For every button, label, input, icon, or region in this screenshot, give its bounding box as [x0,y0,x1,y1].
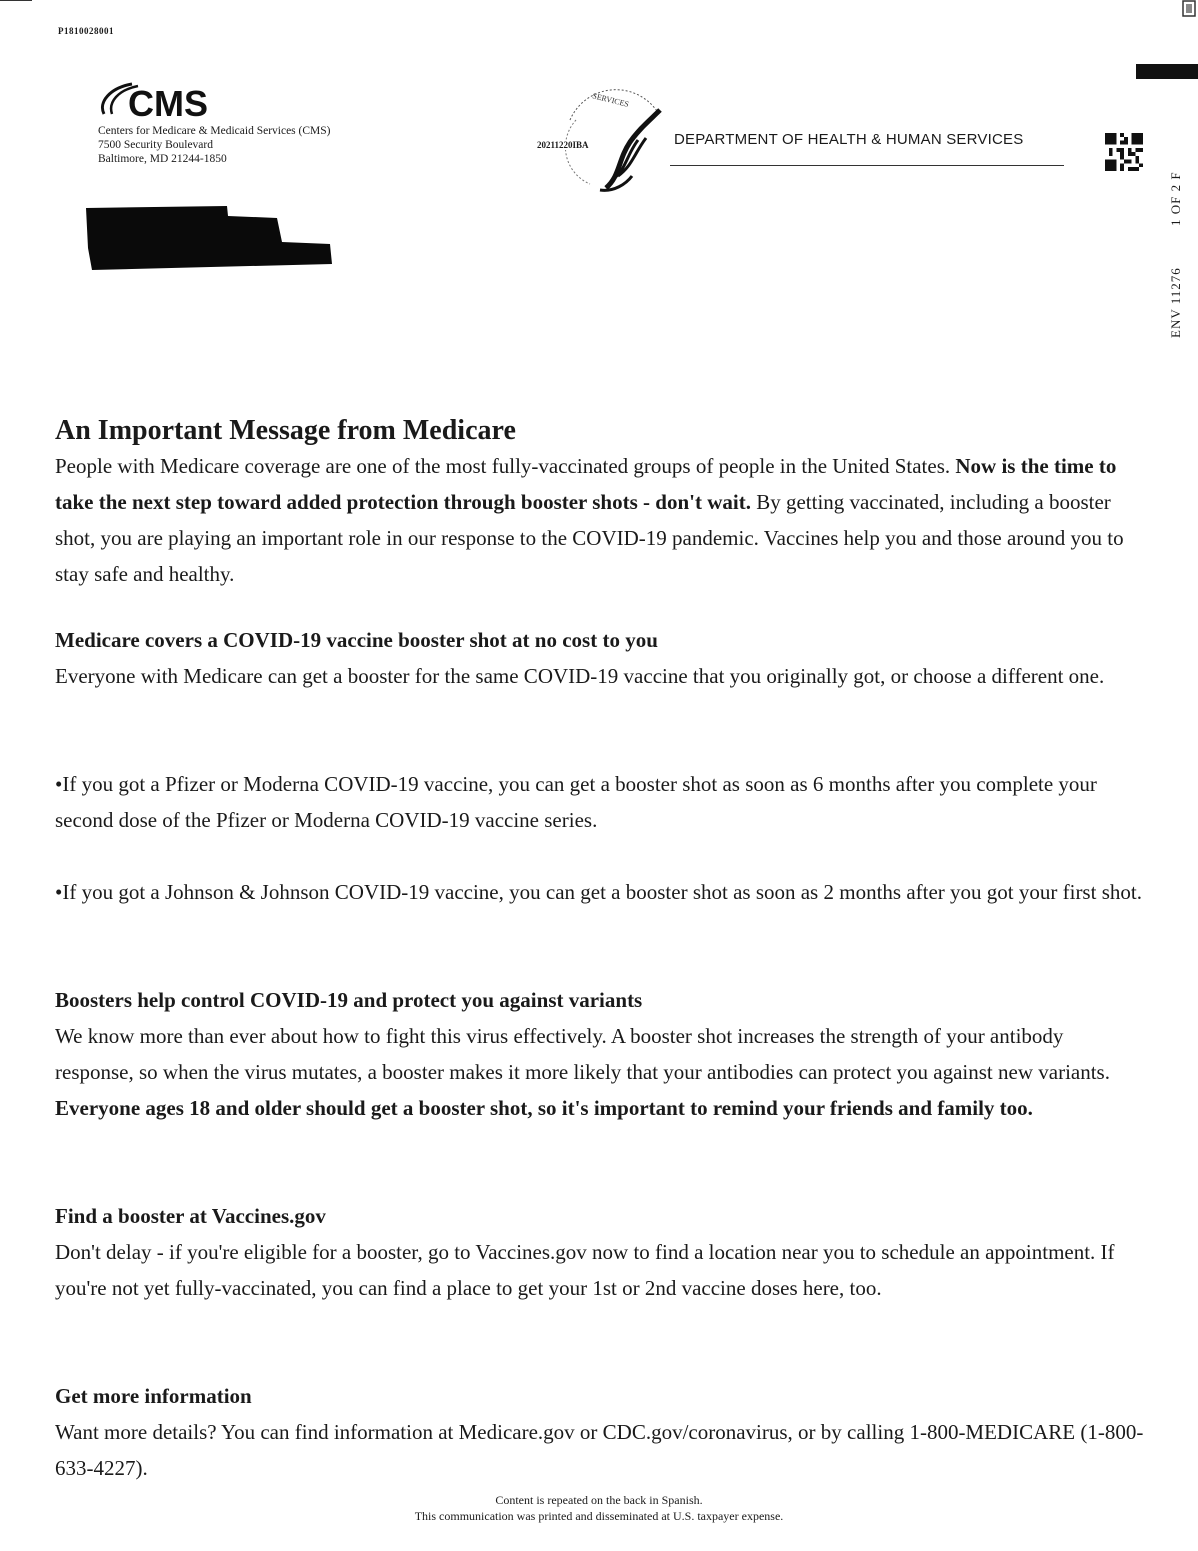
bullet-text: •If you got a Johnson & Johnson COVID-19 vaccine, you can get a booster shot as soon as 2 months after you got your first shot. [55,880,1142,904]
letter-intro [55,414,1145,592]
footer-line-2: This communication was printed and disseminated at U.S. taxpayer expense. [414,1509,784,1523]
address-line-3: Baltimore, MD 21244-1850 [98,153,227,165]
document-code: P1810028001 [58,26,114,36]
section-text: We know more than ever about how to fight this virus effectively. A booster shot increases the strength of your antibody response, so when the virus mutates, a booster makes it more likely that your antibodies can protect you against new variants. Everyone ages 18 and older should get a booster shot, so it's important to remind your friends and family too. [55,1024,1110,1120]
side-envelope-code: ENV 11276 [1168,267,1183,338]
side-page-marker: 1 OF 2 F [1168,171,1183,226]
section-variants [55,982,1145,1126]
address-line-2: 7500 Security Boulevard [98,139,213,151]
section-bold-text: Everyone ages 18 and older should get a booster shot, so it's important to remind your friends and family too. [55,1096,1033,1120]
header-rule [670,165,1064,166]
section-more-info [55,1378,1145,1486]
intro-bold-text: Now is the time to take the next step toward added protection through booster shots - don't wait. [55,454,1117,514]
footer-notice [0,1492,1198,1524]
redaction-block [82,198,334,273]
section-text: Everyone with Medicare can get a booster for the same COVID-19 vaccine that you originally got, or choose a different one. [55,664,1105,688]
barcode-icon [1104,133,1144,171]
section-heading: Find a booster at Vaccines.gov [55,1204,326,1228]
bullet-johnson [55,874,1145,910]
section-heading: Boosters help control COVID-19 and protect you against variants [55,988,643,1012]
bullet-pfizer-moderna [55,766,1145,838]
top-edge-rule [0,0,32,1]
bullet-text: •If you got a Pfizer or Moderna COVID-19 vaccine, you can get a booster shot as soon as 6 months after you complete your second dose of the Pfizer or Moderna COVID-19 vaccine series. [55,772,1097,832]
section-heading: Medicare covers a COVID-19 vaccine booster shot at no cost to you [55,628,658,652]
cms-logo [94,80,254,124]
section-coverage [55,622,1145,694]
cms-address [98,124,331,166]
intro-paragraph: People with Medicare coverage are one of the most fully-vaccinated groups of people in the United States. Now is the time to take the next step toward added protection through booster shots - don't wait. By getting vaccinated, including a booster shot, you are playing an important role in our response to the COVID-19 pandemic. Vaccines help you and those around you to stay safe and healthy. [55,454,1124,586]
cms-logo-text: CMS [128,83,208,124]
letter-title: An Important Message from Medicare [55,415,516,446]
address-line-1: Centers for Medicare & Medicaid Services (CMS) [98,125,331,137]
seal-code: 20211220IBA [537,140,589,150]
seal-text: SERVICES [591,91,630,109]
hhs-seal [530,80,670,195]
corner-mark-icon [1180,0,1198,18]
black-bar-mark [1136,64,1198,79]
footer-line-1: Content is repeated on the back in Spanish. [495,1493,703,1507]
section-text: Don't delay - if you're eligible for a booster, go to Vaccines.gov now to find a location near you to schedule an appointment. If you're not yet fully-vaccinated, you can find a place to get your 1st or 2nd vaccine doses here, too. [55,1240,1115,1300]
section-find-booster [55,1198,1145,1306]
section-text: Want more details? You can find information at Medicare.gov or CDC.gov/coronavirus, or by calling 1-800-MEDICARE (1-800-633-4227). [55,1420,1144,1480]
department-title: DEPARTMENT OF HEALTH & HUMAN SERVICES [674,131,1024,148]
section-heading: Get more information [55,1384,252,1408]
